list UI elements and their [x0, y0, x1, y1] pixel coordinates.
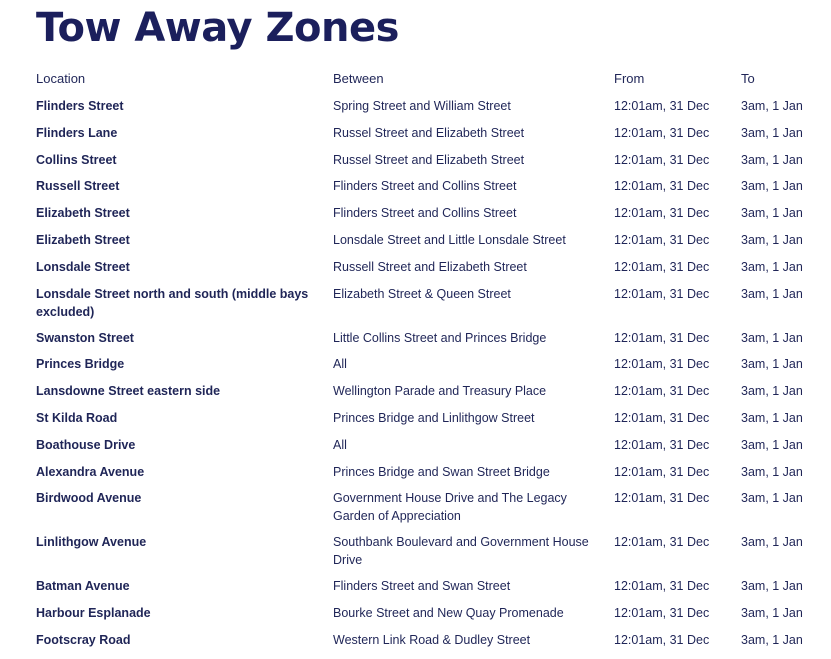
location-cell — [36, 575, 333, 602]
to-cell — [741, 380, 826, 407]
between-cell — [333, 353, 614, 380]
from-cell-text: 12:01am, 31 Dec — [614, 410, 710, 425]
between-cell-text: Government House Drive and The Legacy Garden of Appreciation — [333, 491, 567, 524]
location-cell-text: Elizabeth Street — [36, 232, 130, 247]
to-cell-text: 3am, 1 Jan — [741, 464, 803, 479]
location-cell — [36, 461, 333, 488]
from-cell-text: 12:01am, 31 Dec — [614, 259, 710, 274]
from-cell-text: 12:01am, 31 Dec — [614, 330, 710, 345]
location-cell — [36, 531, 333, 575]
from-cell — [614, 461, 741, 488]
from-cell-text: 12:01am, 31 Dec — [614, 632, 710, 647]
between-cell — [333, 175, 614, 202]
table-row — [36, 407, 826, 434]
to-cell — [741, 175, 826, 202]
between-cell-text: Wellington Parade and Treasury Place — [333, 384, 547, 399]
location-cell-text: Lonsdale Street — [36, 259, 130, 274]
from-cell — [614, 95, 741, 122]
column-header-to: To — [741, 71, 755, 86]
location-cell — [36, 629, 333, 656]
between-cell — [333, 487, 614, 531]
to-cell-text: 3am, 1 Jan — [741, 330, 803, 345]
between-cell-text: Little Collins Street and Princes Bridge — [333, 330, 547, 345]
location-cell-text: Collins Street — [36, 152, 117, 167]
from-cell-text: 12:01am, 31 Dec — [614, 357, 710, 372]
table-row — [36, 256, 826, 283]
location-cell-text: Swanston Street — [36, 330, 134, 345]
to-cell-text: 3am, 1 Jan — [741, 286, 803, 301]
from-cell — [614, 229, 741, 256]
location-cell-text: Russell Street — [36, 179, 120, 194]
between-cell-text: All — [333, 357, 347, 372]
between-cell — [333, 461, 614, 488]
from-cell-text: 12:01am, 31 Dec — [614, 491, 710, 506]
between-cell — [333, 122, 614, 149]
table-row — [36, 229, 826, 256]
table-row — [36, 283, 826, 327]
from-cell-text: 12:01am, 31 Dec — [614, 384, 710, 399]
between-cell — [333, 202, 614, 229]
to-cell-text: 3am, 1 Jan — [741, 206, 803, 221]
location-cell-text: Flinders Street — [36, 99, 124, 113]
to-cell — [741, 122, 826, 149]
table-row — [36, 602, 826, 629]
to-cell — [741, 602, 826, 629]
header-row — [36, 62, 826, 95]
to-cell-text: 3am, 1 Jan — [741, 152, 803, 167]
between-cell-text: All — [333, 437, 347, 452]
location-cell — [36, 283, 333, 327]
between-cell — [333, 575, 614, 602]
between-cell — [333, 380, 614, 407]
location-cell — [36, 202, 333, 229]
to-cell-text: 3am, 1 Jan — [741, 232, 803, 247]
between-cell — [333, 327, 614, 354]
between-cell-text: Bourke Street and New Quay Promenade — [333, 606, 564, 621]
location-cell — [36, 175, 333, 202]
between-cell — [333, 283, 614, 327]
location-cell — [36, 149, 333, 176]
table-row — [36, 575, 826, 602]
from-cell — [614, 256, 741, 283]
between-cell-text: Russel Street and Elizabeth Street — [333, 152, 525, 167]
from-cell — [614, 575, 741, 602]
location-cell-text: Lansdowne Street eastern side — [36, 384, 221, 399]
from-cell — [614, 407, 741, 434]
to-cell-text: 3am, 1 Jan — [741, 125, 803, 140]
location-cell — [36, 602, 333, 629]
from-cell — [614, 353, 741, 380]
between-cell-text: Flinders Street and Collins Street — [333, 206, 517, 221]
location-cell — [36, 434, 333, 461]
to-cell-text: 3am, 1 Jan — [741, 491, 803, 506]
between-cell — [333, 229, 614, 256]
between-cell-text: Flinders Street and Swan Street — [333, 579, 511, 594]
to-cell — [741, 256, 826, 283]
to-cell-text: 3am, 1 Jan — [741, 384, 803, 399]
between-cell — [333, 531, 614, 575]
location-cell — [36, 327, 333, 354]
from-cell — [614, 175, 741, 202]
table-row — [36, 380, 826, 407]
table-row — [36, 122, 826, 149]
from-cell — [614, 122, 741, 149]
location-cell-text: Footscray Road — [36, 632, 131, 647]
location-cell-text: St Kilda Road — [36, 410, 118, 425]
between-cell-text: Russell Street and Elizabeth Street — [333, 259, 527, 274]
location-cell — [36, 487, 333, 531]
location-cell-text: Boathouse Drive — [36, 437, 136, 452]
location-cell-text: Alexandra Avenue — [36, 464, 145, 479]
to-cell — [741, 407, 826, 434]
between-cell-text: Western Link Road & Dudley Street — [333, 632, 531, 647]
table-row — [36, 95, 826, 122]
tow-away-zones-table — [36, 62, 826, 656]
to-cell — [741, 531, 826, 575]
from-cell-text: 12:01am, 31 Dec — [614, 232, 710, 247]
from-cell — [614, 602, 741, 629]
between-cell-text: Spring Street and William Street — [333, 99, 511, 113]
between-cell-text: Princes Bridge and Swan Street Bridge — [333, 464, 550, 479]
from-cell-text: 12:01am, 31 Dec — [614, 206, 710, 221]
location-cell — [36, 256, 333, 283]
from-cell-text: 12:01am, 31 Dec — [614, 464, 710, 479]
to-cell — [741, 487, 826, 531]
from-cell — [614, 149, 741, 176]
from-cell — [614, 327, 741, 354]
between-cell — [333, 256, 614, 283]
location-cell-text: Elizabeth Street — [36, 206, 130, 221]
table-row — [36, 353, 826, 380]
location-cell-text: Princes Bridge — [36, 357, 125, 372]
to-cell — [741, 461, 826, 488]
to-cell-text: 3am, 1 Jan — [741, 259, 803, 274]
between-cell-text: Russel Street and Elizabeth Street — [333, 125, 525, 140]
to-cell — [741, 353, 826, 380]
from-cell-text: 12:01am, 31 Dec — [614, 606, 710, 621]
from-cell-text: 12:01am, 31 Dec — [614, 125, 710, 140]
location-cell-text: Lonsdale Street north and south (middle bays excluded) — [36, 286, 309, 319]
from-cell-text: 12:01am, 31 Dec — [614, 579, 710, 594]
table-row — [36, 327, 826, 354]
location-cell-text: Birdwood Avenue — [36, 491, 142, 506]
table-row — [36, 202, 826, 229]
location-cell-text: Flinders Lane — [36, 125, 118, 140]
from-cell — [614, 202, 741, 229]
from-cell-text: 12:01am, 31 Dec — [614, 535, 710, 550]
to-cell — [741, 327, 826, 354]
between-cell — [333, 629, 614, 656]
to-cell — [741, 283, 826, 327]
between-cell — [333, 407, 614, 434]
location-cell — [36, 229, 333, 256]
table-row — [36, 175, 826, 202]
between-cell — [333, 95, 614, 122]
to-cell-text: 3am, 1 Jan — [741, 179, 803, 194]
between-cell — [333, 149, 614, 176]
between-cell-text: Lonsdale Street and Little Lonsdale Street — [333, 232, 566, 247]
location-cell — [36, 353, 333, 380]
table-row — [36, 461, 826, 488]
location-cell-text: Batman Avenue — [36, 579, 130, 594]
between-cell-text: Princes Bridge and Linlithgow Street — [333, 410, 535, 425]
table-row — [36, 629, 826, 656]
table-body — [36, 95, 826, 656]
from-cell-text: 12:01am, 31 Dec — [614, 179, 710, 194]
location-cell-text: Linlithgow Avenue — [36, 535, 147, 550]
location-cell — [36, 380, 333, 407]
between-cell-text: Southbank Boulevard and Government House Drive — [333, 535, 589, 568]
between-cell-text: Flinders Street and Collins Street — [333, 179, 517, 194]
column-header-location: Location — [36, 71, 86, 86]
from-cell — [614, 487, 741, 531]
between-cell — [333, 434, 614, 461]
column-header-from: From — [614, 71, 645, 86]
to-cell — [741, 229, 826, 256]
to-cell-text: 3am, 1 Jan — [741, 437, 803, 452]
to-cell — [741, 149, 826, 176]
to-cell — [741, 95, 826, 122]
to-cell-text: 3am, 1 Jan — [741, 357, 803, 372]
from-cell — [614, 531, 741, 575]
to-cell-text: 3am, 1 Jan — [741, 535, 803, 550]
to-cell — [741, 629, 826, 656]
table-row — [36, 434, 826, 461]
from-cell-text: 12:01am, 31 Dec — [614, 437, 710, 452]
from-cell — [614, 380, 741, 407]
to-cell-text: 3am, 1 Jan — [741, 579, 803, 594]
to-cell-text: 3am, 1 Jan — [741, 99, 803, 113]
table-row — [36, 487, 826, 531]
to-cell-text: 3am, 1 Jan — [741, 606, 803, 621]
to-cell-text: 3am, 1 Jan — [741, 632, 803, 647]
column-header-between: Between — [333, 71, 384, 86]
table-row — [36, 531, 826, 575]
from-cell-text: 12:01am, 31 Dec — [614, 152, 710, 167]
between-cell-text: Elizabeth Street & Queen Street — [333, 286, 511, 301]
from-cell-text: 12:01am, 31 Dec — [614, 286, 710, 301]
table-header — [36, 62, 826, 95]
to-cell — [741, 202, 826, 229]
to-cell — [741, 434, 826, 461]
from-cell — [614, 283, 741, 327]
from-cell — [614, 434, 741, 461]
from-cell-text: 12:01am, 31 Dec — [614, 99, 710, 113]
location-cell-text: Harbour Esplanade — [36, 606, 151, 621]
from-cell — [614, 629, 741, 656]
location-cell — [36, 95, 333, 122]
location-cell — [36, 407, 333, 434]
to-cell-text: 3am, 1 Jan — [741, 410, 803, 425]
table-row — [36, 149, 826, 176]
location-cell — [36, 122, 333, 149]
between-cell — [333, 602, 614, 629]
page-title: Tow Away Zones — [36, 5, 399, 51]
to-cell — [741, 575, 826, 602]
